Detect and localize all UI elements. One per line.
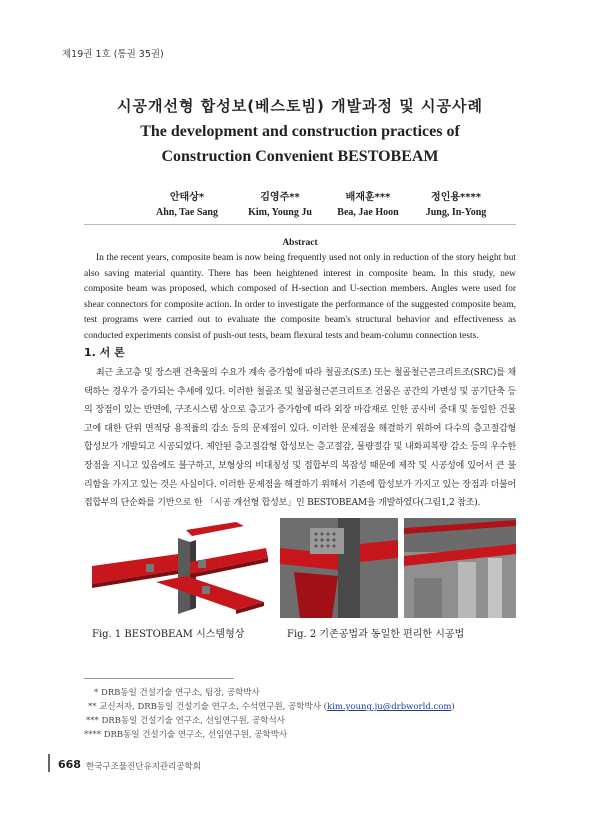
abstract-text: In the recent years, composite beam is now being frequently used not only in reduction of the story height but also saving material quantity. There has been heightened interest in composite beam. In this study, new composite beam was proposed, which composed of H-section and U-section members. Angles were used for shear connectors for composite action. In order to investigate the performance of the suggested composite beam, test programs were carried out to evaluate the composite beam's structural behavior and effectiveness as conducted experiments consist of push-out tests, beam flexural tests and beam-column connection tests. (84, 253, 516, 341)
footnote-2-text: ** 교신저자, DRB동일 건설기술 연구소, 수석연구원, 공학박사 ( (88, 702, 327, 712)
figure-2-site-photo (404, 518, 516, 618)
abstract-heading: Abstract (282, 238, 318, 248)
author-1-en: Ahn, Tae Sang (156, 207, 218, 218)
footnote-2 (88, 700, 455, 712)
figure-2-connection-image (280, 518, 398, 618)
corresponding-email-link[interactable]: kim.young.ju@drbworld.com (326, 702, 452, 712)
page-number-bar (48, 754, 50, 772)
figure-2-caption: Fig. 2 기존공법과 동일한 편리한 시공법 (287, 629, 465, 640)
english-title-line2: Construction Convenient BESTOBEAM (161, 148, 439, 165)
author-3-en: Bea, Jae Hoon (337, 207, 399, 218)
figure-1-caption: Fig. 1 BESTOBEAM 시스템형상 (92, 629, 245, 640)
header-divider (84, 224, 516, 225)
issue-info: 제19권 1호 (통권 35권) (62, 49, 164, 60)
author-2-en: Kim, Young Ju (248, 207, 312, 218)
section-title: 1. 서 론 (84, 346, 125, 359)
author-1-ko: 안태상* (169, 192, 205, 203)
footnote-2-suffix: ) (451, 702, 455, 712)
page-number: 668 (58, 758, 81, 771)
author-3-ko: 배재훈*** (345, 192, 391, 203)
english-title-line1: The development and construction practices of (140, 123, 460, 140)
section-body: 최근 초고층 및 장스팬 건축물의 수요가 계속 증가함에 따라 철골조(S조) 또는 철골철근콘크리트조(SRC)를 채택하는 경우가 증가되는 추세에 있다. 이러한 철골조 및 철골철근콘크리트조 건물은 공간의 가변성 및 공기단축 등의 장점이 있는 반면에, 구조시스템 상으로 층고가 증가함에 따라 외장 마감재로 인한 공사비 증대 및 동일한 건물고에 대한 단위 면적당 용적률의 감소 등의 문제점이 있다. 이러한 문제점을 해결하기 위하여 다수의 층고절감형 합성보가 개발되고 시공되었다. 제안된 층고절감형 합성보는 층고절감, 물량절감 및 내화피복량 감소 등의 우수한 장점을 지니고 있음에도 불구하고, 보형상의 비대칭성 및 접합부의 복잡성 때문에 제작 및 시공성에 있어서 큰 불리함을 가지고 있는 것은 사실이다. 이러한 문제점을 해결하기 위해서 기존에 합성보가 가지고 있는 장점과 더불어 접합부의 단순화를 기반으로 한 「시공 개선형 합성보」인 BESTOBEAM을 개발하였다(그림1,2 참조). (84, 368, 516, 509)
footnote-4: **** DRB동일 건설기술 연구소, 선임연구원, 공학박사 (84, 730, 288, 740)
footnote-1: * DRB동일 건설기술 연구소, 팀장, 공학박사 (94, 688, 260, 698)
footnote-divider (84, 678, 234, 679)
author-4-en: Jung, In-Yong (425, 207, 487, 218)
figure-1-image (86, 518, 270, 618)
author-4 (396, 188, 516, 218)
author-4-ko: 정인용**** (431, 192, 481, 203)
journal-name: 한국구조물진단유지관리공학회 (86, 762, 201, 772)
author-2-ko: 김영주** (260, 192, 300, 203)
korean-title: 시공개선형 합성보(베스토빔) 개발과정 및 시공사례 (117, 97, 483, 115)
footnote-3: *** DRB동일 건설기술 연구소, 선임연구원, 공학석사 (86, 716, 285, 726)
